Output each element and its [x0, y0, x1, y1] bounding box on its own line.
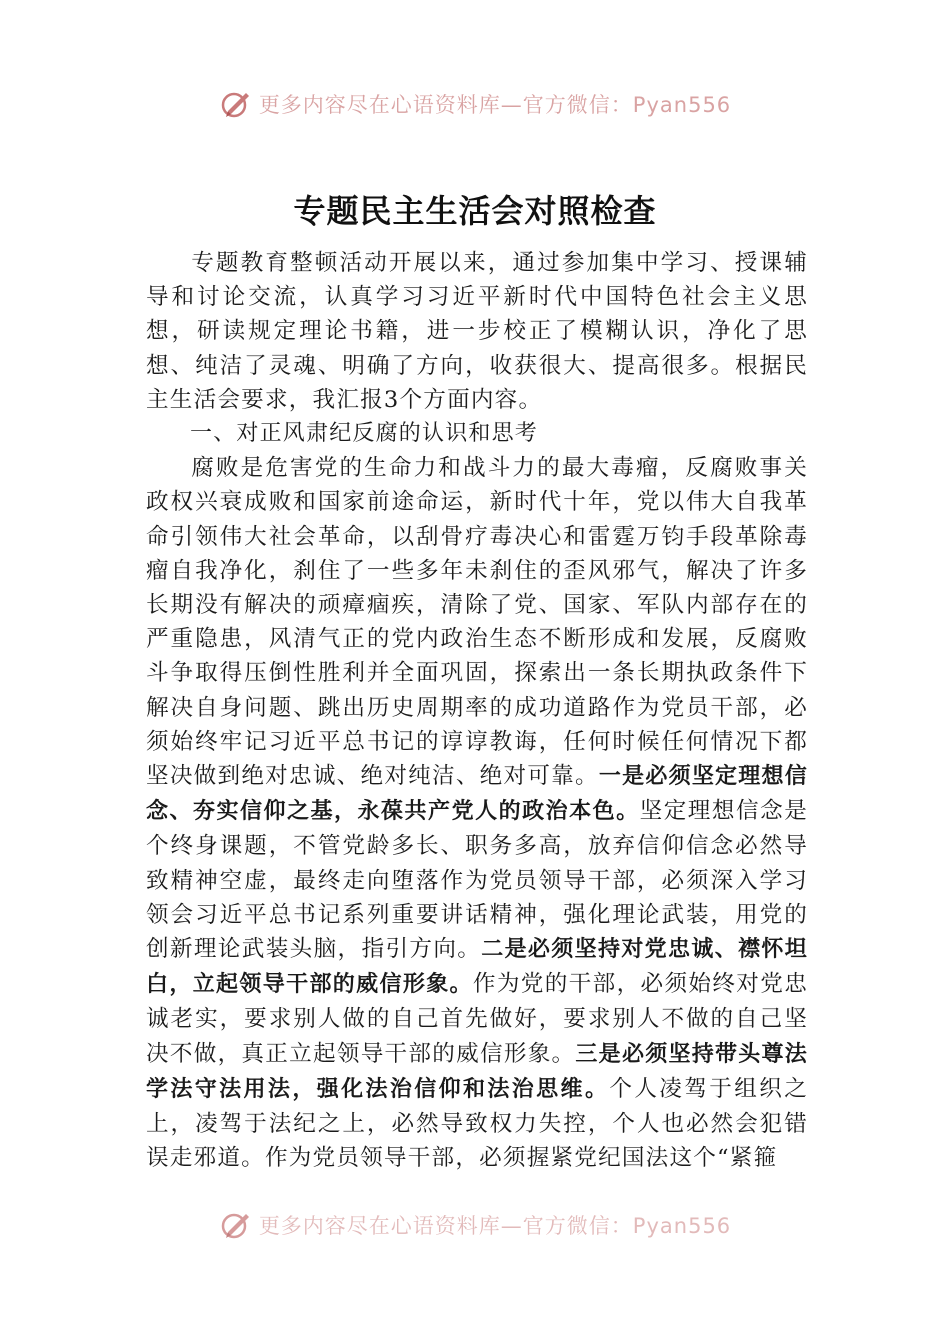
bold-point-2: 二是必须坚持对党忠诚、襟怀坦白，立起领导干部的威信形象。 — [146, 937, 808, 998]
paragraph-text: 坚定理想信念是个终身课题，不管党龄多长、职务多高，放弃信仰信念必然导致精神空虚，最终走向堕落作为党员领导干部，必须深入学习领会习近平总书记系列重要讲话精神，强化理论武装，用党的创新理论武装头脑，指引方向。 — [146, 798, 808, 963]
bold-point-1: 一是必须坚定理想信念、夯实信仰之基，永葆共产党人的政治本色。 — [146, 764, 808, 825]
section-paragraph — [146, 451, 808, 1175]
section-heading: 一、对正风肃纪反腐的认识和思考 — [190, 421, 539, 447]
paragraph-text: 腐败是危害党的生命力和战斗力的最大毒瘤，反腐败事关政权兴衰成败和国家前途命运，新时代十年，党以伟大自我革命引领伟大社会革命，以刮骨疗毒决心和雷霆万钧手段革除毒瘤自我净化，刹住了一些多年未刹住的歪风邪气，解决了许多长期没有解决的顽瘴痼疾，清除了党、国家、军队内部存在的严重隐患，风清气正的党内政治生态不断形成和发展，反腐败斗争取得压倒性胜利并全面巩固，探索出一条长期执政条件下解决自身问题、跳出历史周期率的成功道路作为党员干部，必须始终牢记习近平总书记的谆谆教诲，任何时候任何情况下都坚决做到绝对忠诚、绝对纯洁、绝对可靠。 — [146, 455, 808, 790]
page-title: 专题民主生活会对照检查 — [293, 192, 657, 230]
paragraph-text: 个人凌驾于组织之上，凌驾于法纪之上，必然导致权力失控，个人也必然会犯错误走邪道。作为党员领导干部，必须握紧党纪国法这个“紧箍 — [146, 1075, 808, 1172]
pen-logo-icon — [219, 1208, 253, 1242]
document-body — [146, 246, 808, 1175]
watermark-footer — [0, 1205, 950, 1245]
pen-logo-icon — [219, 87, 253, 121]
paragraph-text: 作为党的干部，必须始终对党忠诚老实，要求别人做的自己首先做好，要求别人不做的自己坚决不做，真正立起领导干部的威信形象。 — [146, 971, 808, 1067]
watermark-text: 更多内容尽在心语资料库—官方微信：Pyan556 — [258, 1214, 732, 1238]
watermark-text: 更多内容尽在心语资料库—官方微信：Pyan556 — [258, 93, 732, 117]
bold-point-3: 三是必须坚持带头尊法学法守法用法，强化法治信仰和法治思维。 — [146, 1041, 808, 1102]
intro-paragraph: 专题教育整顿活动开展以来，通过参加集中学习、授课辅导和讨论交流，认真学习习近平新时代中国特色社会主义思想，研读规定理论书籍，进一步校正了模糊认识，净化了思想、纯洁了灵魂、明确了方向，收获很大、提高很多。根据民主生活会要求，我汇报3个方面内容。 — [146, 250, 808, 413]
watermark-header — [0, 84, 950, 124]
